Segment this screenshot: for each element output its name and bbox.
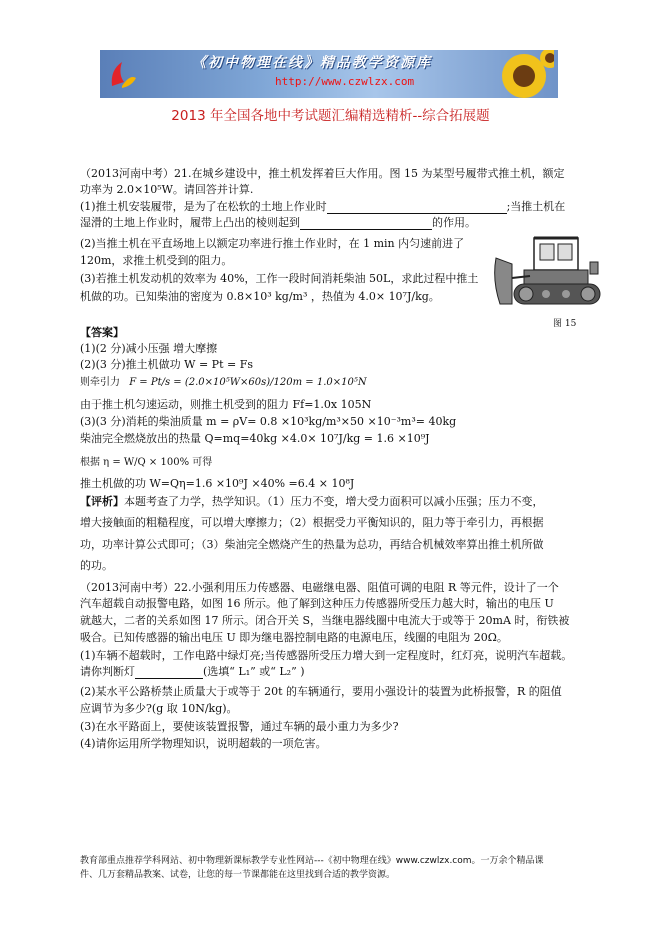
q21-line-2: 功率为 2.0×10⁵W。请回答并计算.: [80, 183, 254, 196]
banner-url: http://www.czwlzx.com: [275, 75, 415, 88]
q21-line-3-tail: ;当推土机在: [506, 200, 566, 213]
comment-label: 【评析】: [80, 495, 124, 508]
answer-line-1: (1)(2 分)减小压强 增大摩擦: [80, 342, 218, 355]
formula-1-expression: F = Pt/s = (2.0×10⁵W×60s)/120m = 1.0×10⁵N: [129, 377, 367, 388]
q22-line-4: 吸合。已知传感器的输出电压 U 即为继电器控制电路的电源电压，线圈的电阻为 20Ω。: [80, 631, 508, 644]
answer-line-5: 柴油完全燃烧放出的热量 Q=mq=40kg ×4.0× 10⁷J/kg = 1.6 ×10⁹J: [80, 432, 430, 445]
header-banner: [100, 50, 558, 98]
q22-line-10: (4)请你运用所学物理知识，说明超载的一项危害。: [80, 737, 327, 750]
q22-line-9: (3)在水平路面上，要使该装置报警，通过车辆的最小重力为多少?: [80, 720, 399, 733]
footer-note: [80, 854, 600, 882]
answer-line-2: (2)(3 分)推土机做功 W = Pt = Fs: [80, 358, 253, 371]
q21-line-3-text: (1)推土机安装履带，是为了在松软的土地上作业时: [80, 200, 327, 213]
answer-header: 【答案】: [80, 326, 124, 339]
q21-line-4-tail: 的作用。: [432, 216, 476, 229]
formula-1-prefix: 则牵引力: [80, 377, 120, 388]
q21-line-8: 机做的功。已知柴油的密度为 0.8×10³ kg/m³ ，热值为 4.0× 10⁷J/kg。: [80, 290, 440, 303]
formula-efficiency: 根据 η = W/Q × 100% 可得: [80, 457, 213, 468]
q22-line-8: 应调节为多少?(g 取 10N/kg)。: [80, 702, 238, 715]
site-logo-icon: [108, 56, 138, 92]
q22-line-6: [80, 664, 305, 679]
q22-line-5: (1)车辆不超载时，工作电路中绿灯亮;当传感器所受压力增大到一定程度时，红灯亮，说明汽车超载。: [80, 649, 573, 662]
answer-blank-3[interactable]: [135, 678, 203, 679]
answer-line-4: (3)(3 分)消耗的柴油质量 m = ρV= 0.8 ×10³kg/m³×50 ×10⁻³m³= 40kg: [80, 415, 457, 428]
q21-line-7: (3)若推土机发动机的效率为 40%，工作一段时间消耗柴油 50L，求此过程中推土: [80, 272, 479, 285]
q22-line-6-tail: (选填“ L₁” 或“ L₂” ): [203, 665, 305, 678]
footer-line-1: 教育部重点推荐学科网站、初中物理新课标教学专业性网站---《初中物理在线》www.czwlzx.com。一万余个精品课: [80, 856, 544, 866]
q21-line-3: [80, 199, 565, 214]
comment-line-3: 功，功率计算公式即可；（3）柴油完全燃烧产生的热量为总功，再结合机械效率算出推土机所做: [80, 538, 544, 551]
q21-line-6: 120m，求推土机受到的阻力。: [80, 254, 233, 267]
answer-blank-1[interactable]: [327, 213, 507, 214]
q22-line-3: 就越大，二者的关系如图 17 所示。闭合开关 S，当继电器线圈中电流大于或等于 20mA 时，衔铁被: [80, 614, 570, 627]
banner-title: 《初中物理在线》精品教学资源库: [192, 55, 432, 71]
bulldozer-figure: [490, 228, 608, 316]
figure-15-caption: 图 15: [553, 319, 577, 329]
document-title: 2013 年全国各地中考试题汇编精选精析--综合拓展题: [171, 108, 490, 124]
q21-line-4: [80, 215, 476, 230]
q22-line-6-text: 请你判断灯: [80, 665, 135, 678]
sunflower-icon: [494, 50, 554, 98]
comment-line-1: [80, 494, 544, 509]
q21-line-4-text: 湿滑的土地上作业时，履带上凸出的棱则起到: [80, 216, 300, 229]
footer-line-2: 件、几万套精品教案、试卷，让您的每一节课都能在这里找到合适的教学资源。: [80, 870, 396, 880]
q22-line-2: 汽车超载自动报警电路，如图 16 所示。他了解到这种压力传感器所受压力越大时，输出的电压 U: [80, 597, 554, 610]
q22-line-7: (2)某水平公路桥禁止质量大于或等于 20t 的车辆通行，要用小强设计的装置为此桥报警，R 的阻值: [80, 685, 562, 698]
q21-line-5: (2)当推土机在平直场地上以额定功率进行推土作业时，在 1 min 内匀速前进了: [80, 237, 465, 250]
comment-line-4: 的功。: [80, 559, 113, 572]
formula-traction-force: [80, 373, 367, 388]
answer-blank-2[interactable]: [300, 229, 432, 230]
comment-text-1: 本题考查了力学，热学知识。（1）压力不变，增大受力面积可以减小压强；压力不变，: [124, 495, 544, 508]
answer-line-3: 由于推土机匀速运动，则推土机受到的阻力 Ff=1.0x 105N: [80, 398, 372, 411]
answer-line-6: 推土机做的功 W=Qη=1.6 ×10⁹J ×40% =6.4 × 10⁸J: [80, 477, 355, 490]
q22-line-1: （2013河南中考）22.小强利用压力传感器、电磁继电器、阻值可调的电阻 R 等元件，设计了一个: [80, 581, 559, 594]
q21-line-1: （2013河南中考）21.在城乡建设中，推土机发挥着巨大作用。图 15 为某型号履带式推土机，额定: [80, 167, 565, 180]
comment-line-2: 增大接触面的粗糙程度，可以增大摩擦力；（2）根据受力平衡知识的，阻力等于牵引力，再根据: [80, 516, 544, 529]
